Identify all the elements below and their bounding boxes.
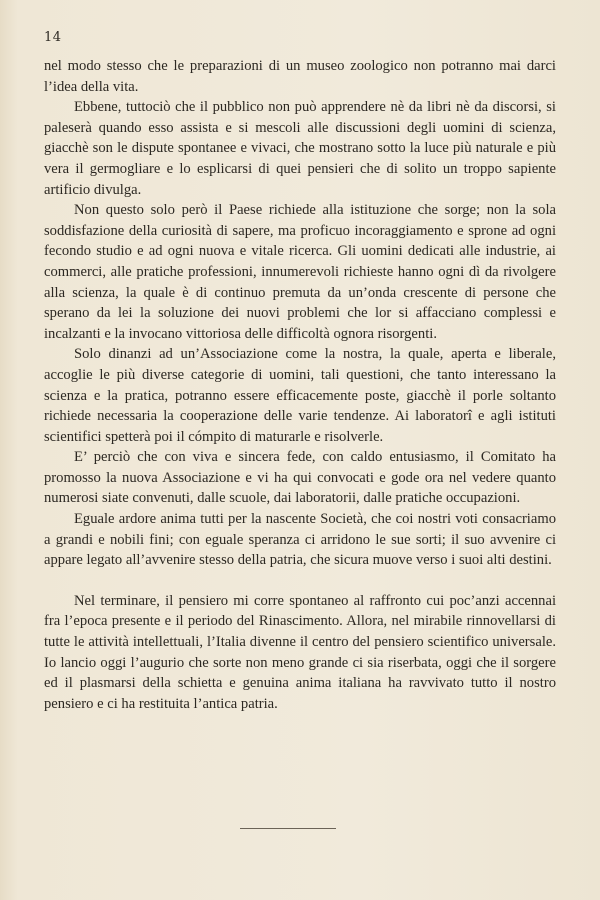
paragraph: Eguale ardore anima tutti per la nascente Società, che coi nostri voti consacriamo a grandi e nobili fini; con eguale speranza ci arridono le sue sorti; il suo avvenire ci appare legato all’avvenire stesso della patria, che sicura muove verso i suoi alti destini. <box>44 511 556 569</box>
body-text <box>44 56 556 714</box>
paragraph: Nel terminare, il pensiero mi corre spontaneo al raffronto cui poc’anzi accennai fra l’epoca presente e il periodo del Rinascimento. Allora, nel mirabile rinnovellarsi di tutte le attività intellettuali, l’Italia divenne il centro del pensiero scientifico universale. Io lancio oggi l’augurio che sorte non meno grande ci sia riserbata, oggi che il sorgere ed il plasmarsi della schietta e genuina anima italiana ha ravvivato tutto il nostro pensiero e ci ha restituita l’antica patria. <box>44 592 556 712</box>
paragraph: Solo dinanzi ad un’Associazione come la nostra, la quale, aperta e liberale, accoglie le più diverse categorie di uomini, tali questioni, che tanto interessano la scienza e la pratica, potranno essere efficacemente poste, giacchè il porle soltanto richiede necessaria la cooperazione delle varie tendenze. Ai laboratorî e agli istituti scientifici spetterà poi il cómpito di maturarle e risolverle. <box>44 346 556 445</box>
paragraph: Non questo solo però il Paese richiede alla istituzione che sorge; non la sola soddisfazione della curiosità di sapere, ma proficuo incoraggiamento e sprone ad ogni fecondo studio e ad ogni nuova e vitale ricerca. Gli uomini dedicati alle industrie, ai commerci, alle pratiche professioni, innumerevoli richieste hanno ogni dì da rivolgere alla scienza, la quale è di continuo premuta da un’onda crescente di persone che sperano da lei la soluzione dei nuovi problemi che lor si affacciano complessi e incalzanti e la invocano vittoriosa delle difficoltà ognora risorgenti. <box>44 202 556 342</box>
section-divider <box>240 828 336 829</box>
paragraph: Ebbene, tuttociò che il pubblico non può apprendere nè da libri nè da discorsi, si paleserà quando esso assista e si mescoli alle discussioni degli uomini di scienza, giacchè son le dispute spontanee e vivaci, che mostrano sotto la luce più naturale e più vera il germogliare e lo esplicarsi di quei pensieri che di solito un troppo sapiente artificio divulga. <box>44 99 556 198</box>
page-number: 14 <box>44 30 62 45</box>
paragraph: E’ perciò che con viva e sincera fede, con caldo entusiasmo, il Comitato ha promosso la nuova Associazione e vi ha qui convocati e gode ora nel vedere quanto numerosi siate convenuti, dalle scuole, dai laboratorii, dalle pratiche occupazioni. <box>44 449 556 507</box>
paragraph: nel modo stesso che le preparazioni di un museo zoologico non potranno mai darci l’idea della vita. <box>44 58 556 95</box>
